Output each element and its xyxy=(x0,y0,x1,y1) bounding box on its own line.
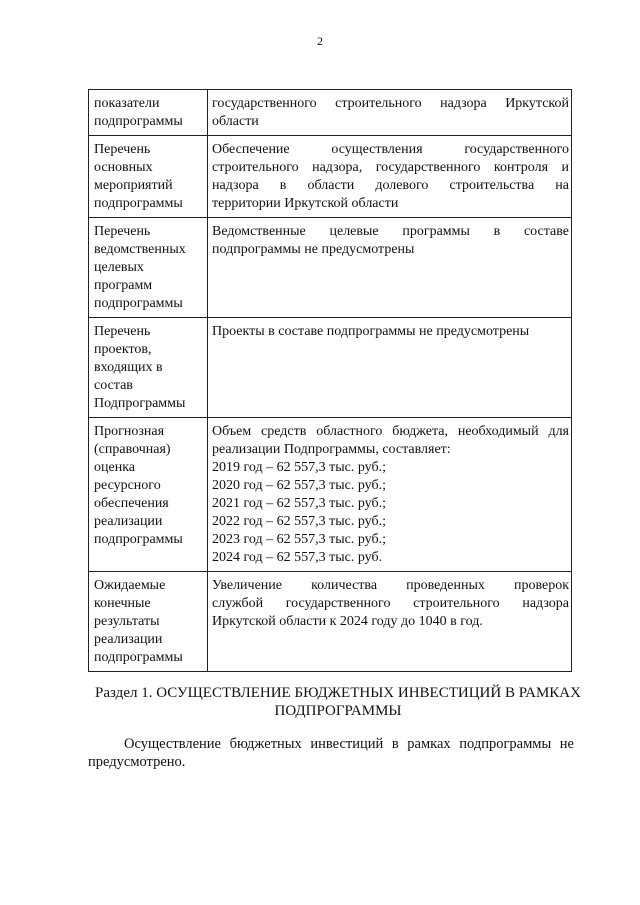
budget-year-2024: 2024 год – 62 557,3 тыс. руб. xyxy=(212,550,383,565)
row-value: Проекты в составе подпрограммы не предусмотрены xyxy=(208,318,572,418)
row-value: Обеспечение осуществления государственного строительного надзора, государственного контроля и надзора в области долевого строительства на территории Иркутской области xyxy=(208,136,572,218)
row-value: Увеличение количества проведенных проверок службой государственного строительного надзора Иркутской области к 2024 году до 1040 в год. xyxy=(208,572,572,672)
table-row xyxy=(89,418,572,572)
budget-year-2020: 2020 год – 62 557,3 тыс. руб.; xyxy=(212,478,386,493)
budget-year-2022: 2022 год – 62 557,3 тыс. руб.; xyxy=(212,514,386,529)
page-number: 2 xyxy=(317,34,323,48)
budget-year-2021: 2021 год – 62 557,3 тыс. руб.; xyxy=(212,496,386,511)
table-row xyxy=(89,218,572,318)
row-value: Ведомственные целевые программы в составе подпрограммы не предусмотрены xyxy=(208,218,572,318)
row-label: Перечень проектов, входящих в состав Подпрограммы xyxy=(89,318,208,418)
row-label: показатели подпрограммы xyxy=(89,90,208,136)
row-label: Перечень основных мероприятий подпрограммы xyxy=(89,136,208,218)
table-row xyxy=(89,572,572,672)
row-value: Объем средств областного бюджета, необходимый для реализации Подпрограммы, составляет: 2019 год – 62 557,3 тыс. руб.; 2020 год – 62 557,3 тыс. руб.; 2021 год – 62 557,3 тыс. руб.; 2022 год – 62 557,3 тыс. руб.; 2023 год – 62 557,3 тыс. руб.; 2024 год – 62 557,3 тыс. руб. xyxy=(208,418,572,572)
budget-year-2019: 2019 год – 62 557,3 тыс. руб.; xyxy=(212,460,386,475)
row-label: Прогнозная (справочная) оценка ресурсного обеспечения реализации подпрограммы xyxy=(89,418,208,572)
table-row xyxy=(89,90,572,136)
subprogram-passport-table xyxy=(88,89,572,672)
row-value: государственного строительного надзора Иркутской области xyxy=(208,90,572,136)
table-row xyxy=(89,136,572,218)
budget-year-2023: 2023 год – 62 557,3 тыс. руб.; xyxy=(212,532,386,547)
section-paragraph: Осуществление бюджетных инвестиций в рамках подпрограммы не предусмотрено. xyxy=(88,736,574,770)
table-row xyxy=(89,318,572,418)
row-label: Перечень ведомственных целевых программ подпрограммы xyxy=(89,218,208,318)
section-title: Раздел 1. ОСУЩЕСТВЛЕНИЕ БЮДЖЕТНЫХ ИНВЕСТИЦИЙ В РАМКАХ ПОДПРОГРАММЫ xyxy=(95,685,581,719)
row-label: Ожидаемые конечные результаты реализации подпрограммы xyxy=(89,572,208,672)
